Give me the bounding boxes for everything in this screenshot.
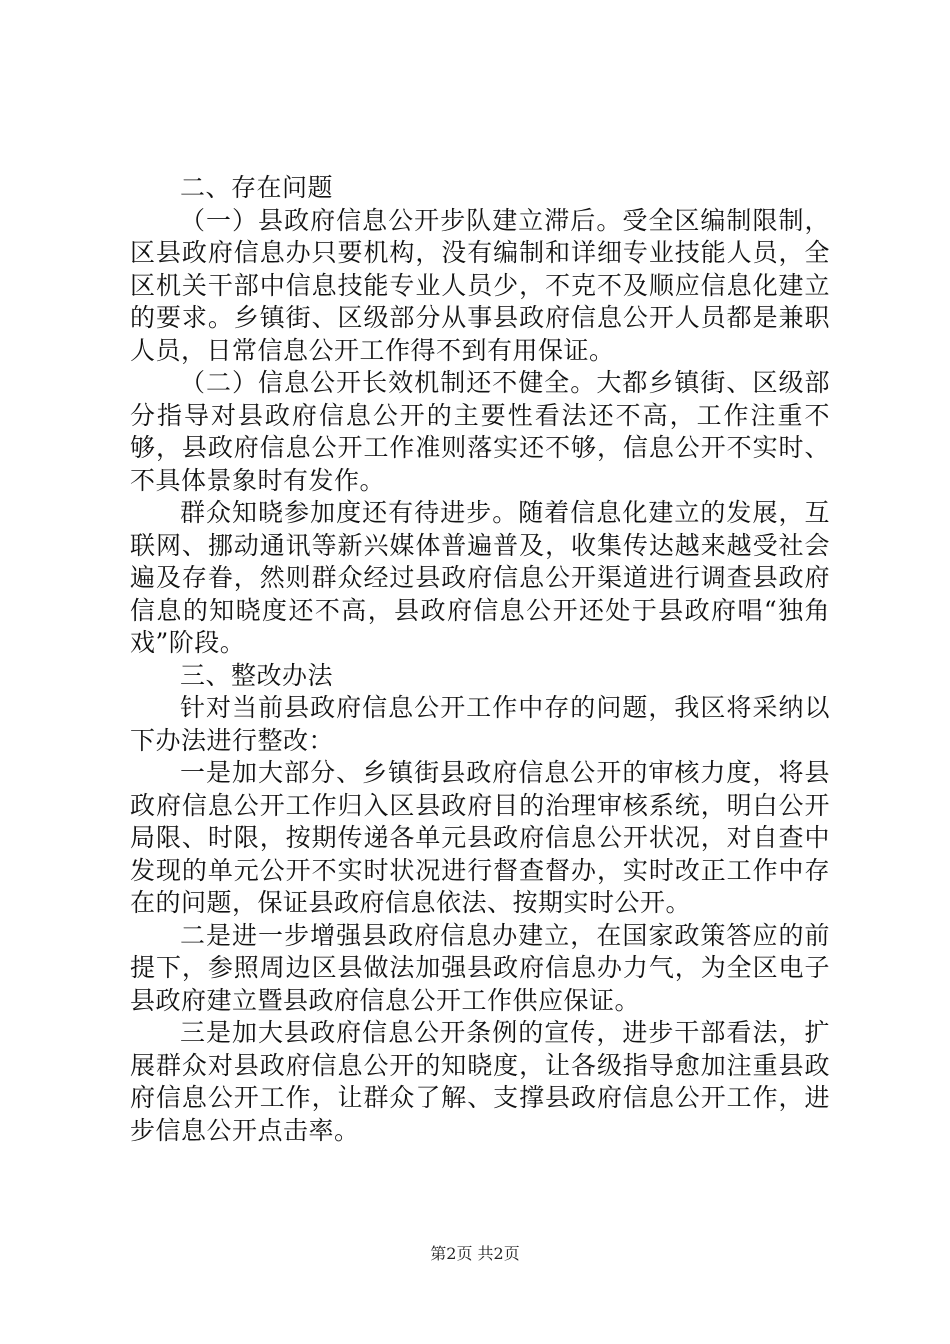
paragraph-mechanism: （二）信息公开长效机制还不健全。大都乡镇街、区级部分指导对县政府信息公开的主要性看法还不高，工作注重不够，县政府信息公开工作准则落实还不够，信息公开不实时、不具体景象时有发作。 [130,368,830,495]
document-body [130,172,830,1147]
paragraph-measure-two: 二是进一步增强县政府信息办建立，在国家政策答应的前提下，参照周边区县做法加强县政府信息办力气，为全区电子县政府建立暨县政府信息公开工作供应保证。 [130,920,830,1015]
paragraph-measure-three: 三是加大县政府信息公开条例的宣传，进步干部看法，扩展群众对县政府信息公开的知晓度，让各级指导愈加注重县政府信息公开工作，让群众了解、支撑县政府信息公开工作，进步信息公开点击率。 [130,1018,830,1145]
paragraph-measures-intro: 针对当前县政府信息公开工作中存的问题，我区将采纳以下办法进行整改： [130,693,830,755]
page-number-footer: 第2页 共2页 [430,1244,520,1263]
paragraph-team-building: （一）县政府信息公开步队建立滞后。受全区编制限制，区县政府信息办只要机构，没有编制和详细专业技能人员，全区机关干部中信息技能专业人员少，不克不及顺应信息化建立的要求。乡镇街、区级部分从事县政府信息公开人员都是兼职人员，日常信息公开工作得不到有用保证。 [130,205,830,365]
section-heading-problems: 二、存在问题 [180,173,334,202]
section-heading-measures: 三、整改办法 [180,660,334,690]
paragraph-public-awareness: 群众知晓参加度还有待进步。随着信息化建立的发展，互联网、挪动通讯等新兴媒体普遍普及，收集传达越来越受社会遍及存眷，然则群众经过县政府信息公开渠道进行调查县政府信息的知晓度还不高，县政府信息公开还处于县政府唱“独角戏”阶段。 [130,498,830,657]
paragraph-measure-one: 一是加大部分、乡镇街县政府信息公开的审核力度，将县政府信息公开工作归入区县政府目的治理审核系统，明白公开局限、时限，按期传递各单元县政府信息公开状况，对自查中发现的单元公开不实时状况进行督查督办，实时改正工作中存在的问题，保证县政府信息依法、按期实时公开。 [130,758,830,917]
